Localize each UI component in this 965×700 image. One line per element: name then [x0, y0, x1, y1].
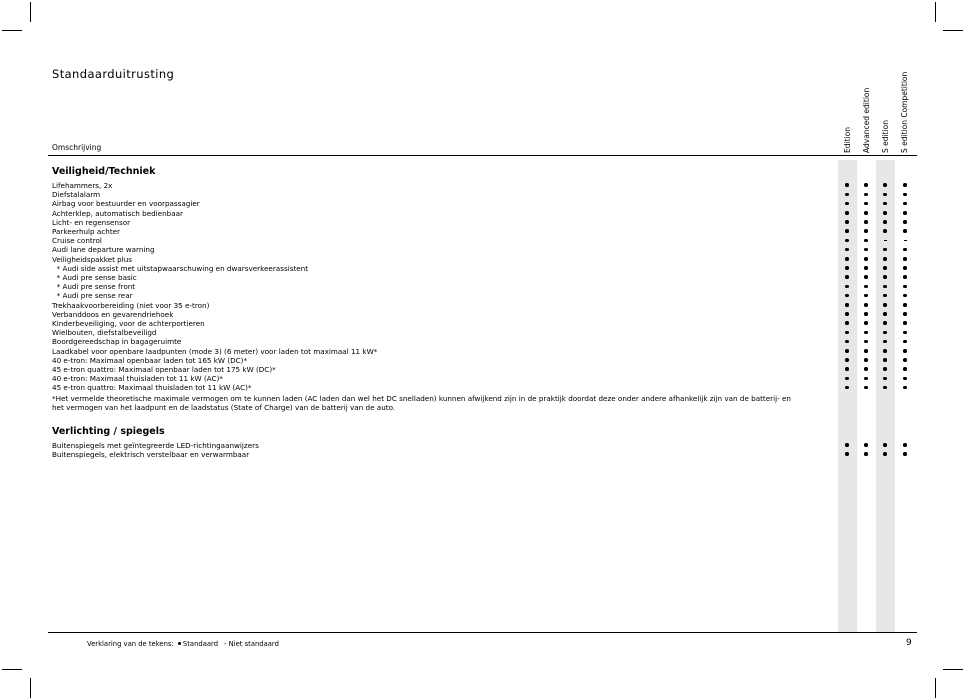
- mark-standard: [842, 245, 852, 254]
- standard-dot-icon: [845, 239, 849, 243]
- row-label: Buitenspiegels, elektrisch verstelbaar en verwarmbaar: [52, 449, 250, 459]
- row-label: Lifehammers, 2x: [52, 181, 113, 190]
- crop-mark: [2, 30, 22, 31]
- mark-standard: [900, 218, 910, 227]
- mark-standard: [900, 328, 910, 337]
- mark-standard: [880, 181, 890, 190]
- mark-standard: [842, 236, 852, 245]
- standard-dot-icon: [883, 321, 887, 325]
- crop-mark: [935, 678, 936, 698]
- footer-rule: [48, 632, 917, 633]
- standard-dot-icon: [845, 285, 849, 289]
- standard-dot-icon: [883, 367, 887, 371]
- table-row: [52, 199, 922, 208]
- crop-mark: [30, 678, 31, 698]
- standard-dot-icon: [845, 452, 849, 456]
- mark-standard: [842, 374, 852, 383]
- column-header-s-edition: S edition: [881, 120, 890, 153]
- mark-standard: [861, 347, 871, 356]
- standard-dot-icon: [903, 312, 907, 316]
- standard-dot-icon: [903, 220, 907, 224]
- mark-standard: [842, 264, 852, 273]
- standard-dot-icon: [883, 358, 887, 362]
- standard-dot-icon: [903, 443, 907, 447]
- standard-dot-icon: [864, 202, 868, 206]
- mark-standard: [861, 227, 871, 236]
- row-label: 45 e-tron quattro: Maximaal thuisladen tot 11 kW (AC)*: [52, 383, 252, 393]
- mark-standard: [900, 264, 910, 273]
- mark-standard: [880, 356, 890, 365]
- standard-dot-icon: [864, 248, 868, 252]
- mark-standard: [880, 347, 890, 356]
- mark-standard: [861, 273, 871, 282]
- standard-dot-icon: [845, 321, 849, 325]
- mark-standard: [880, 319, 890, 328]
- mark-standard: [880, 273, 890, 282]
- standard-dot-icon: [864, 331, 868, 335]
- standard-dot-icon: [864, 452, 868, 456]
- row-label: * Audi pre sense rear: [52, 291, 133, 301]
- mark-standard: [861, 310, 871, 319]
- mark-standard: [900, 356, 910, 365]
- standard-dot-icon: [903, 266, 907, 270]
- table-row: [52, 347, 922, 356]
- standard-dot-icon: [864, 294, 868, 298]
- mark-standard: [900, 337, 910, 346]
- standard-dot-icon: [883, 220, 887, 224]
- mark-standard: [842, 356, 852, 365]
- table-row: [52, 264, 922, 273]
- mark-not-standard: [900, 236, 910, 245]
- footnote-line: het vermogen van het laadpunt en de laadstatus (State of Charge) van de batterij van de auto.: [52, 403, 396, 413]
- mark-standard: [861, 245, 871, 254]
- mark-standard: [880, 190, 890, 199]
- table-row: [52, 301, 922, 310]
- mark-standard: [861, 282, 871, 291]
- standard-dot-icon: [903, 211, 907, 215]
- row-label: Kinderbeveiliging, voor de achterportieren: [52, 319, 205, 328]
- standard-dot-icon: [883, 275, 887, 279]
- standard-dot-icon: [903, 340, 907, 344]
- not-standard-dash-icon: [904, 240, 907, 241]
- description-column-header: Omschrijving: [52, 143, 102, 152]
- row-label: Trekhaakvoorbereiding (niet voor 35 e-tron): [52, 300, 210, 310]
- standard-dot-icon: [864, 340, 868, 344]
- mark-standard: [880, 365, 890, 374]
- mark-standard: [861, 181, 871, 190]
- standard-dot-icon: [845, 303, 849, 307]
- mark-standard: [861, 291, 871, 300]
- mark-standard: [842, 337, 852, 346]
- mark-standard: [842, 347, 852, 356]
- mark-standard: [842, 383, 852, 392]
- mark-standard: [842, 218, 852, 227]
- row-label: * Audi pre sense front: [52, 282, 136, 292]
- standard-dot-icon: [883, 294, 887, 298]
- mark-standard: [861, 209, 871, 218]
- standard-dot-icon: [845, 275, 849, 279]
- mark-standard: [900, 347, 910, 356]
- mark-standard: [900, 227, 910, 236]
- standard-dot-icon: [845, 266, 849, 270]
- crop-mark: [30, 2, 31, 22]
- mark-standard: [900, 383, 910, 392]
- mark-standard: [900, 374, 910, 383]
- standard-dot-icon: [864, 312, 868, 316]
- standard-dot-icon: [845, 193, 849, 197]
- row-label: Cruise control: [52, 236, 102, 246]
- mark-standard: [842, 190, 852, 199]
- standard-dot-icon: [883, 331, 887, 335]
- table-row: [52, 365, 922, 374]
- standard-dot-icon: [883, 443, 887, 447]
- mark-standard: [880, 218, 890, 227]
- mark-standard: [880, 383, 890, 392]
- standard-dot-icon: [883, 386, 887, 390]
- mark-standard: [842, 209, 852, 218]
- mark-standard: [842, 365, 852, 374]
- mark-standard: [900, 450, 910, 459]
- standard-dot-icon: [864, 239, 868, 243]
- mark-standard: [900, 365, 910, 374]
- mark-standard: [861, 236, 871, 245]
- table-row: [52, 450, 922, 459]
- standard-dot-icon: [845, 211, 849, 215]
- column-header-edition: Edition: [843, 127, 852, 153]
- row-label: 40 e-tron: Maximaal openbaar laden tot 165 kW (DC)*: [52, 355, 248, 365]
- standard-dot-icon: [883, 377, 887, 381]
- standard-dot-icon: [903, 386, 907, 390]
- legend-standard: Standaard: [182, 640, 219, 648]
- mark-standard: [900, 282, 910, 291]
- mark-standard: [842, 441, 852, 450]
- standard-dot-icon: [903, 452, 907, 456]
- standard-dot-icon: [883, 312, 887, 316]
- standard-dot-icon: [845, 183, 849, 187]
- section-title: Veiligheid/Techniek: [52, 166, 156, 177]
- mark-standard: [900, 209, 910, 218]
- standard-dot-icon: [903, 377, 907, 381]
- mark-standard: [842, 328, 852, 337]
- mark-standard: [842, 310, 852, 319]
- standard-dot-icon: [864, 358, 868, 362]
- standard-dot-icon: [903, 303, 907, 307]
- table-row: [52, 227, 922, 236]
- standard-dot-icon: [845, 349, 849, 353]
- table-row: [52, 310, 922, 319]
- standard-dot-icon: [845, 202, 849, 206]
- row-label: * Audi pre sense basic: [52, 273, 137, 282]
- mark-standard: [842, 282, 852, 291]
- table-row: [52, 273, 922, 282]
- mark-standard: [861, 319, 871, 328]
- mark-standard: [842, 319, 852, 328]
- standard-dot-icon: [845, 443, 849, 447]
- standard-dot-icon: [845, 386, 849, 390]
- standard-dot-icon: [903, 229, 907, 233]
- footnote: [52, 393, 791, 413]
- standard-dot-icon: [864, 377, 868, 381]
- row-label: Parkeerhulp achter: [52, 227, 121, 236]
- table-row: [52, 337, 922, 346]
- standard-dot-icon: [845, 340, 849, 344]
- standard-dot-icon: [864, 266, 868, 270]
- crop-mark: [935, 2, 936, 22]
- mark-standard: [861, 450, 871, 459]
- row-label: Buitenspiegels met geïntegreerde LED-richtingaanwijzers: [52, 440, 259, 450]
- mark-standard: [900, 441, 910, 450]
- mark-standard: [880, 227, 890, 236]
- standard-dot-icon: [903, 193, 907, 197]
- standard-dot-icon: [845, 248, 849, 252]
- standard-dot-icon: [903, 294, 907, 298]
- row-label: Laadkabel voor openbare laadpunten (mode 3) (6 meter) voor laden tot maximaal 11 kW*: [52, 346, 378, 356]
- standard-dot-icon: [883, 266, 887, 270]
- mark-standard: [861, 337, 871, 346]
- standard-dot-icon: [845, 312, 849, 316]
- mark-standard: [880, 374, 890, 383]
- mark-standard: [900, 273, 910, 282]
- mark-standard: [900, 245, 910, 254]
- mark-standard: [842, 199, 852, 208]
- mark-standard: [861, 190, 871, 199]
- standard-dot-icon: [864, 275, 868, 279]
- standard-dot-icon: [845, 220, 849, 224]
- mark-standard: [880, 450, 890, 459]
- standard-dot-icon: [864, 257, 868, 261]
- standard-dot-icon: [883, 257, 887, 261]
- table-row: [52, 319, 922, 328]
- crop-mark: [943, 30, 963, 31]
- standard-dot-icon: [883, 211, 887, 215]
- standard-dot-icon: [845, 257, 849, 261]
- standard-dot-icon: [864, 211, 868, 215]
- mark-standard: [842, 291, 852, 300]
- table-row: [52, 218, 922, 227]
- row-label: Veiligheidspakket plus: [52, 254, 133, 264]
- standard-dot-icon: [845, 358, 849, 362]
- row-label: Boordgereedschap in bagageruimte: [52, 337, 182, 347]
- mark-standard: [861, 218, 871, 227]
- mark-standard: [842, 450, 852, 459]
- table-row: [52, 236, 922, 245]
- mark-standard: [900, 291, 910, 300]
- standard-dot-icon: [903, 285, 907, 289]
- row-label: Audi lane departure warning: [52, 245, 155, 255]
- mark-standard: [861, 199, 871, 208]
- table-row: [52, 190, 922, 199]
- page-number: 9: [906, 638, 912, 648]
- mark-standard: [842, 181, 852, 190]
- crop-mark: [2, 669, 22, 670]
- row-label: Wielbouten, diefstalbeveiligd: [52, 328, 157, 338]
- row-label: Licht- en regensensor: [52, 217, 131, 227]
- mark-standard: [880, 209, 890, 218]
- row-label: Airbag voor bestuurder en voorpassagier: [52, 199, 200, 209]
- table-row: [52, 291, 922, 300]
- table-row: [52, 441, 922, 450]
- mark-standard: [880, 310, 890, 319]
- standard-dot-icon: [864, 285, 868, 289]
- mark-standard: [900, 310, 910, 319]
- mark-standard: [880, 245, 890, 254]
- standard-dot-icon: [845, 331, 849, 335]
- page-title: Standaarduitrusting: [52, 67, 175, 81]
- standard-dot-icon: [883, 183, 887, 187]
- standard-dot-icon: [845, 229, 849, 233]
- table-row: [52, 383, 922, 392]
- standard-dot-icon: [845, 377, 849, 381]
- table-row: [52, 255, 922, 264]
- footnote-line: *Het vermelde theoretische maximale vermogen om te kunnen laden (AC laden dan wel het DC snelladen) kunnen afwijkend zijn in de praktijk doordat deze onder andere afhankelijk zijn van de batterij- en: [52, 393, 791, 403]
- standard-dot-icon: [883, 340, 887, 344]
- standard-dot-icon: [864, 193, 868, 197]
- row-label: Diefstalalarm: [52, 190, 101, 200]
- mark-standard: [842, 255, 852, 264]
- row-label: Achterklep, automatisch bedienbaar: [52, 208, 183, 218]
- table-row: [52, 245, 922, 254]
- standard-dot-icon: [883, 193, 887, 197]
- standard-dot-icon: [903, 321, 907, 325]
- mark-standard: [861, 301, 871, 310]
- mark-standard: [861, 356, 871, 365]
- mark-standard: [880, 255, 890, 264]
- standard-dot-icon: [883, 303, 887, 307]
- mark-standard: [842, 273, 852, 282]
- mark-standard: [861, 374, 871, 383]
- standard-dot-icon: [883, 285, 887, 289]
- legend: [87, 640, 279, 648]
- mark-standard: [900, 301, 910, 310]
- standard-dot-icon: [864, 321, 868, 325]
- mark-standard: [880, 328, 890, 337]
- mark-standard: [861, 441, 871, 450]
- table-row: [52, 209, 922, 218]
- header-rule: [48, 155, 917, 156]
- standard-dot-icon: [864, 183, 868, 187]
- standard-dot-icon: [864, 367, 868, 371]
- standard-dot-icon: [864, 220, 868, 224]
- standard-dot-icon: [845, 294, 849, 298]
- mark-standard: [880, 337, 890, 346]
- row-label: * Audi side assist met uitstapwaarschuwing en dwarsverkeerassistent: [52, 263, 309, 273]
- mark-standard: [880, 199, 890, 208]
- mark-standard: [880, 282, 890, 291]
- standard-dot-icon: [864, 229, 868, 233]
- mark-standard: [880, 441, 890, 450]
- mark-standard: [880, 301, 890, 310]
- section-title: Verlichting / spiegels: [52, 425, 165, 437]
- mark-standard: [880, 291, 890, 300]
- standard-dot-icon: [903, 248, 907, 252]
- mark-standard: [900, 255, 910, 264]
- standard-dot-icon: [903, 349, 907, 353]
- standard-dot-icon: [903, 183, 907, 187]
- standard-dot-icon: [883, 452, 887, 456]
- column-header-advanced-edition: Advanced edition: [862, 87, 871, 153]
- mark-standard: [900, 199, 910, 208]
- legend-not-standard: - Niet standaard: [224, 640, 279, 648]
- mark-standard: [900, 181, 910, 190]
- mark-standard: [861, 328, 871, 337]
- table-row: [52, 328, 922, 337]
- mark-standard: [900, 319, 910, 328]
- crop-mark: [943, 669, 963, 670]
- standard-dot-icon: [903, 331, 907, 335]
- not-standard-dash-icon: [884, 240, 887, 241]
- table-row: [52, 181, 922, 190]
- row-label: 45 e-tron quattro: Maximaal openbaar laden tot 175 kW (DC)*: [52, 365, 276, 374]
- table-row: [52, 282, 922, 291]
- standard-dot-icon: [903, 202, 907, 206]
- standard-dot-icon: [864, 386, 868, 390]
- standard-dot-icon: [903, 367, 907, 371]
- mark-standard: [842, 301, 852, 310]
- mark-standard: [861, 383, 871, 392]
- mark-standard: [861, 264, 871, 273]
- row-label: Verbanddoos en gevarendriehoek: [52, 309, 174, 319]
- standard-dot-icon: [883, 229, 887, 233]
- legend-prefix: Verklaring van de tekens:: [87, 640, 174, 648]
- row-label: 40 e-tron: Maximaal thuisladen tot 11 kW (AC)*: [52, 374, 223, 384]
- standard-dot-icon: [864, 443, 868, 447]
- standard-dot-icon: [864, 349, 868, 353]
- mark-standard: [880, 264, 890, 273]
- mark-standard: [900, 190, 910, 199]
- standard-dot-icon: [883, 202, 887, 206]
- standard-dot-icon: [903, 275, 907, 279]
- mark-standard: [861, 255, 871, 264]
- mark-standard: [861, 365, 871, 374]
- standard-dot-icon: [903, 257, 907, 261]
- standard-dot-icon: [178, 642, 181, 645]
- table-row: [52, 356, 922, 365]
- standard-dot-icon: [883, 349, 887, 353]
- standard-dot-icon: [883, 248, 887, 252]
- mark-standard: [842, 227, 852, 236]
- column-header-s-edition-competition: S edition Competition: [900, 71, 909, 153]
- standard-dot-icon: [845, 367, 849, 371]
- standard-dot-icon: [864, 303, 868, 307]
- standard-dot-icon: [903, 358, 907, 362]
- table-row: [52, 374, 922, 383]
- mark-not-standard: [880, 236, 890, 245]
